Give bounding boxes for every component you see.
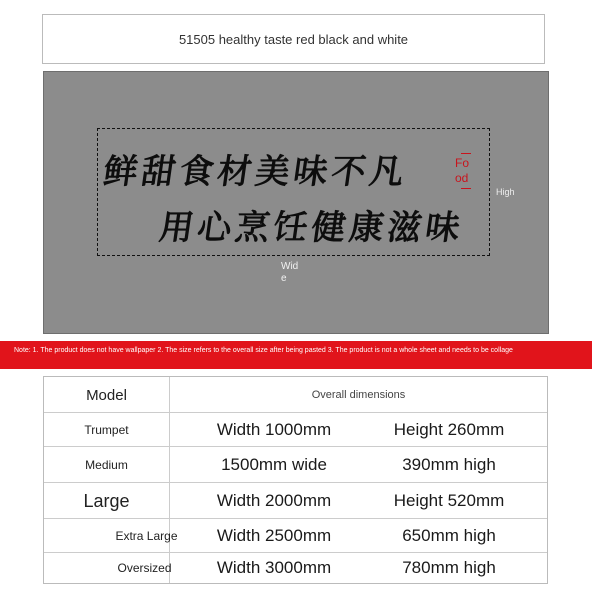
- width-value: Width 1000mm: [216, 420, 332, 439]
- calligraphy-line-1: 鲜甜食材美味不凡: [100, 152, 411, 192]
- note-banner: Note: 1. The product does not have wallpaper 2. The size refers to the overall size after being pasted 3. The product is not a whole sheet and needs to be collage: [0, 341, 592, 369]
- height-value: 650mm high: [402, 526, 496, 545]
- table-row: [44, 553, 547, 583]
- table-header-row: [44, 377, 547, 413]
- width-value: Width 2500mm: [216, 526, 332, 545]
- model-header: Model: [86, 386, 127, 404]
- model-name: Medium: [85, 458, 128, 472]
- width-value: Width 2000mm: [216, 491, 332, 510]
- model-name: Oversized: [117, 561, 172, 575]
- food-seal: [455, 151, 479, 191]
- seal-line-top: [461, 153, 471, 154]
- table-row: [44, 447, 547, 483]
- food-label-bottom: od: [455, 171, 469, 185]
- dimensions-header: Overall dimensions: [311, 389, 406, 401]
- height-value: 780mm high: [402, 558, 496, 577]
- table-row: [44, 413, 547, 447]
- height-value: Height 260mm: [393, 420, 505, 439]
- dimensions-table: [43, 376, 548, 584]
- food-label-top: Fo: [455, 156, 470, 170]
- table-row: [44, 483, 547, 519]
- model-name: Large: [83, 490, 130, 511]
- height-dimension-label: High: [496, 187, 515, 197]
- product-preview: [43, 71, 549, 334]
- height-value: 390mm high: [402, 455, 496, 474]
- seal-line-bottom: [461, 188, 471, 189]
- table-row: [44, 519, 547, 553]
- calligraphy-line-2: 用心烹饪健康滋味: [156, 208, 467, 248]
- model-name: Trumpet: [84, 423, 129, 437]
- width-value: 1500mm wide: [221, 455, 327, 474]
- width-value: Width 3000mm: [216, 558, 332, 577]
- product-title: 51505 healthy taste red black and white: [42, 14, 545, 64]
- model-name: Extra Large: [115, 529, 178, 543]
- width-dimension-label: Wide: [281, 261, 299, 284]
- height-value: Height 520mm: [393, 491, 505, 510]
